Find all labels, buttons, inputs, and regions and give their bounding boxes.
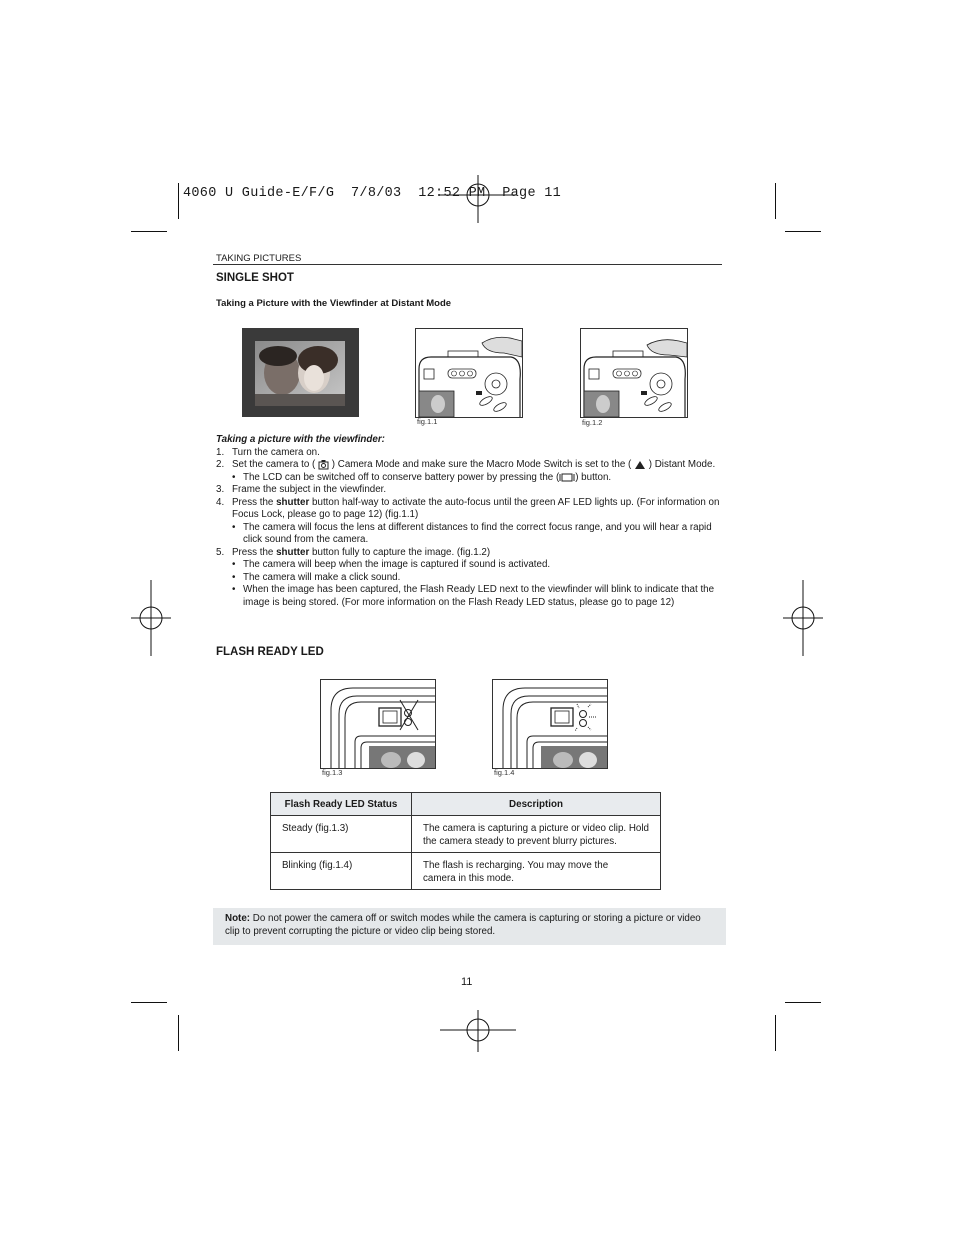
crop-mark-top-left-h [131, 231, 167, 232]
fig-1-2-caption: fig.1.2 [582, 418, 603, 427]
instructions-title: Taking a picture with the viewfinder: [216, 434, 385, 445]
fig-1-1-caption: fig.1.1 [417, 417, 438, 426]
section-rule [213, 264, 722, 265]
note-text: Do not power the camera off or switch modes while the camera is capturing or storing a picture or video clip to prevent corrupting the picture or video clip being stored. [225, 913, 701, 937]
crop-mark-top-right-v [775, 183, 776, 219]
step-2-bullet: • The LCD can be switched off to conserve battery power by pressing the ( ) button. [232, 471, 612, 483]
step-5-bullet-1: • The camera will beep when the image is captured if sound is activated. [232, 559, 551, 571]
led-figure-1-3 [320, 679, 436, 769]
table-row [271, 816, 661, 853]
step-2: 2. Set the camera to ( ) Camera Mode and make sure the Macro Mode Switch is set to the ( ) Distant Mode. [216, 459, 716, 471]
lcd-button-icon [559, 473, 575, 482]
registration-mark-right [783, 580, 823, 656]
step-4: 4. Press the shutter button half-way to activate the auto-focus until the green AF LED lights up. (For information on Focus Lock, please go to page 12) (fig.1.1) [216, 496, 720, 521]
crop-mark-bottom-left-v [178, 1015, 179, 1051]
step-3: 3. Frame the subject in the viewfinder. [216, 484, 387, 496]
crop-mark-top-right-h [785, 231, 821, 232]
section-label: TAKING PICTURES [216, 253, 302, 264]
print-slug: 4060 U Guide-E/F/G 7/8/03 12:52 PM Page 11 [183, 186, 562, 201]
step-4-bullet: • The camera will focus the lens at different distances to find the correct focus range, and you will hear a rapid click sound from the camera. [232, 521, 712, 546]
description-cell: The flash is recharging. You may move the camera in this mode. [412, 853, 661, 890]
crop-mark-top-left-v [178, 183, 179, 219]
fig-1-4-caption: fig.1.4 [494, 768, 515, 777]
fig-1-3-caption: fig.1.3 [322, 768, 343, 777]
page-number: 11 [461, 976, 473, 988]
table-header-row [271, 793, 661, 816]
camera-figure-1-1 [415, 328, 523, 418]
camera-figure-1-2 [580, 328, 688, 418]
instructions [216, 434, 726, 609]
crop-mark-bottom-right-h [785, 1002, 821, 1003]
led-figure-1-4 [492, 679, 608, 769]
flash-led-status-table [270, 792, 661, 890]
couple-photo-image [242, 328, 359, 417]
single-shot-subheading: Taking a Picture with the Viewfinder at Distant Mode [216, 298, 452, 309]
registration-mark-bottom [440, 1010, 516, 1054]
note-box [213, 908, 726, 945]
registration-mark-left [131, 580, 171, 656]
step-1: 1. Turn the camera on. [216, 446, 320, 458]
single-shot-heading: SINGLE SHOT [216, 272, 294, 284]
step-5: 5. Press the shutter button fully to capture the image. (fig.1.2) [216, 546, 491, 558]
distant-mode-icon [634, 460, 646, 470]
status-cell: Blinking (fig.1.4) [271, 853, 412, 890]
column-header-description: Description [412, 793, 661, 816]
crop-mark-bottom-right-v [775, 1015, 776, 1051]
status-cell: Steady (fig.1.3) [271, 816, 412, 853]
step-5-bullet-3: • When the image has been captured, the Flash Ready LED next to the viewfinder will blink to indicate that the image is being stored. (For more information on the Flash Ready LED status, please go to page 12) [232, 584, 715, 608]
flash-ready-heading: FLASH READY LED [216, 646, 324, 658]
table-row [271, 853, 661, 890]
description-cell: The camera is capturing a picture or video clip. Hold the camera steady to prevent blurry pictures. [412, 816, 661, 853]
crop-mark-bottom-left-h [131, 1002, 167, 1003]
note-label: Note: [225, 913, 251, 924]
column-header-status: Flash Ready LED Status [271, 793, 412, 816]
camera-mode-icon [318, 459, 329, 470]
step-5-bullet-2: • The camera will make a click sound. [232, 571, 401, 583]
